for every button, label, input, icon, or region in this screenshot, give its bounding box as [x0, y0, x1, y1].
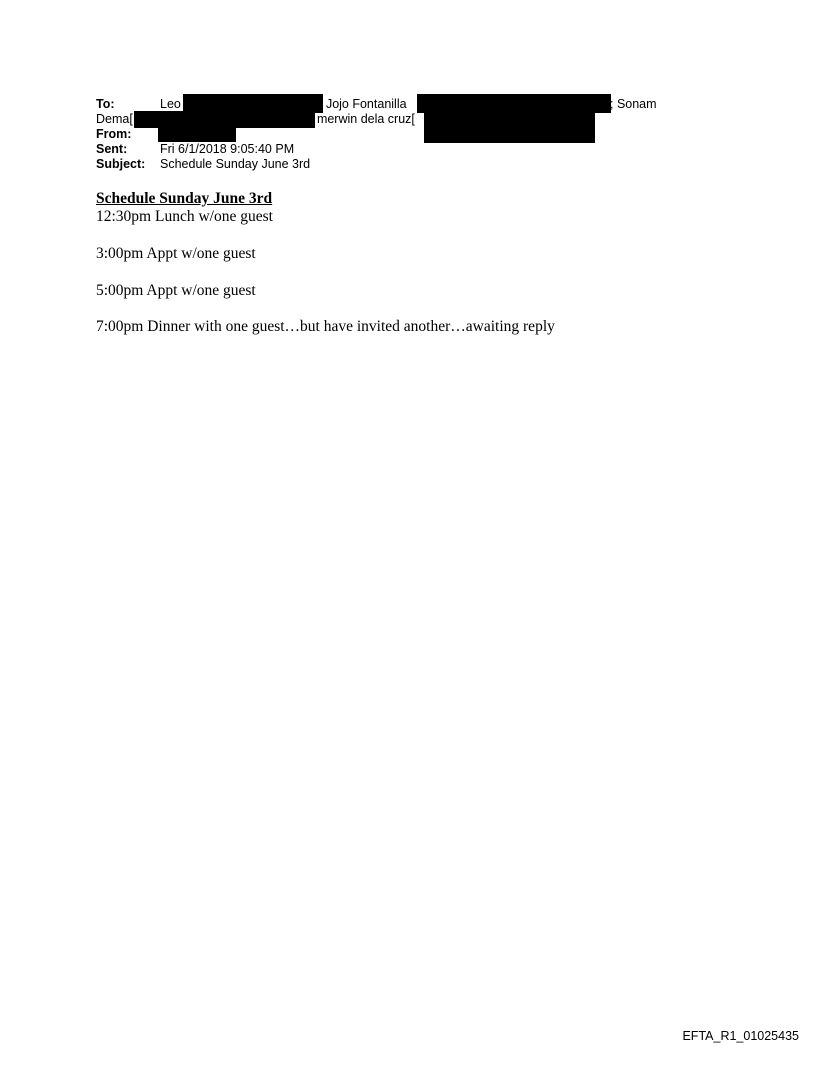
- to-recipient-3: ; Sonam: [610, 97, 657, 111]
- schedule-line: 12:30pm Lunch w/one guest: [96, 208, 273, 225]
- sent-label: Sent:: [96, 142, 128, 156]
- redaction-box: [158, 126, 236, 142]
- schedule-line: 3:00pm Appt w/one guest: [96, 245, 256, 262]
- schedule-line: 5:00pm Appt w/one guest: [96, 282, 256, 299]
- to-recipient-5: ; merwin dela cruz[: [310, 112, 415, 126]
- sent-value: Fri 6/1/2018 9:05:40 PM: [160, 142, 295, 156]
- schedule-line: 7:00pm Dinner with one guest…but have invited another…awaiting reply: [96, 318, 555, 335]
- to-recipient-1: Leo: [160, 97, 181, 111]
- from-label: From:: [96, 127, 132, 141]
- redaction-box: [424, 111, 595, 143]
- document-id: EFTA_R1_01025435: [682, 1029, 799, 1043]
- subject-value: Schedule Sunday June 3rd: [160, 157, 311, 171]
- to-label: To:: [96, 97, 115, 111]
- body-heading: Schedule Sunday June 3rd: [96, 190, 273, 207]
- subject-label: Subject:: [96, 157, 146, 171]
- to-recipient-2: ; Jojo Fontanilla: [319, 97, 407, 111]
- to-recipient-4: Dema[: [96, 112, 133, 126]
